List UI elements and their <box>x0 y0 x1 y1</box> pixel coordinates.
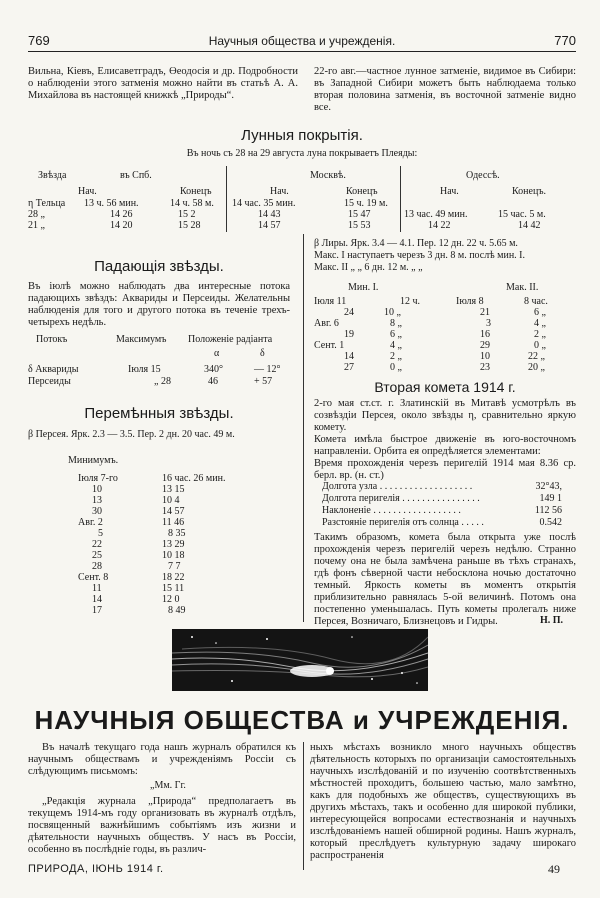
author-signature: Н. П. <box>540 615 564 626</box>
lunar-occultations-subtitle: Въ ночь съ 28 на 29 августа луна покрываетъ Плеяды: <box>186 148 418 159</box>
spb-end-header: Конецъ <box>180 186 212 197</box>
list-item: 7 7 <box>168 561 181 572</box>
table-cell: 15 47 <box>348 209 371 220</box>
list-item: 0 „ <box>534 340 546 351</box>
table-cell: 15 53 <box>348 220 371 231</box>
table-cell: Іюля 15 <box>128 364 161 375</box>
list-item: 12 0 <box>162 594 180 605</box>
list-item: 32°43, <box>535 481 562 492</box>
table-cell: „ 28 <box>154 376 171 387</box>
table-row: Персеиды <box>28 376 71 387</box>
list-item: 18 22 <box>162 572 185 583</box>
odessa-start-header: Нач. <box>440 186 459 197</box>
list-item: 10 <box>480 351 490 362</box>
list-item: Авг. 2 <box>78 517 103 528</box>
list-item: 2 „ <box>390 351 402 362</box>
table-row: 28 „ <box>28 209 45 220</box>
list-item: Сент. 8 <box>78 572 109 583</box>
table-cell: 15 2 <box>178 209 196 220</box>
list-item: 6 „ <box>390 329 402 340</box>
list-item: Разстояніе перигелія отъ солнца . . . . . <box>322 517 484 528</box>
list-item: 27 <box>344 362 354 373</box>
list-item: 10 4 <box>162 495 180 506</box>
list-item: 14 57 <box>162 506 185 517</box>
salutation: „Мм. Гг. <box>150 780 186 791</box>
page-number-right: 770 <box>554 33 576 48</box>
list-item: 4 „ <box>534 318 546 329</box>
intro-left-paragraph: Вильна, Кіевъ, Елисаветградъ, Өеодосія и др. Подробности о наблюденіи этого затменія можно найти въ статьѣ А. А. Михайлова въ настоящей книжкѣ „Природы“. <box>28 66 298 101</box>
list-item: 11 46 <box>162 517 185 528</box>
table-cell: 14 57 <box>258 220 281 231</box>
min-header: Мин. I. <box>348 282 379 293</box>
list-item: 4 „ <box>390 340 402 351</box>
col-header: Потокъ <box>36 334 68 345</box>
list-item: 30 <box>92 506 102 517</box>
table-cell: 13 час. 49 мин. <box>404 209 468 220</box>
comet-title: Вторая комета 1914 г. <box>374 379 516 395</box>
table-cell: 14 час. 35 мин. <box>232 198 296 209</box>
table-cell: 340° <box>204 364 223 375</box>
list-item: Долгота перигелія . . . . . . . . . . . . . . . . <box>322 493 480 504</box>
falling-stars-text: Въ іюлѣ можно наблюдать два интересные потока падающихъ звѣздъ: Аквариды и Персеиды. Желательны наблюденія для того и другого потока въ теченіе трехъ-четырехъ недѣль. <box>28 281 290 328</box>
table-cell: 14 20 <box>110 220 133 231</box>
section-left-paragraph-2: „Редакція журнала „Природа“ предполагаетъ въ текущемъ 1914-мъ году организовать въ журналѣ отдѣлъ, посвященный важнѣйшимъ событіямъ изъ жизни и дѣятельности научныхъ обществъ. У насъ въ Россіи, особенно въ послѣдніе годы, въ различ- <box>28 796 296 855</box>
lyrae-line-1: β Лиры. Ярк. 3.4 — 4.1. Пер. 12 дн. 22 ч. 5.65 м. <box>314 238 518 249</box>
running-header <box>28 31 576 52</box>
table-row: 21 „ <box>28 220 45 231</box>
col-star-header: Звѣзда <box>38 170 67 181</box>
table-cell: + 57 <box>254 376 273 387</box>
list-item: Іюля 11 <box>314 296 347 307</box>
intro-right-paragraph: 22-го авг.—частное лунное затменіе, видимое въ Сибири: въ Западной Сибири можетъ быть наблюдаема только вторая половина затменія, въ восточной затменіе видно все. <box>314 66 576 113</box>
page-number-left: 769 <box>28 33 50 48</box>
list-item: 21 <box>480 307 490 318</box>
variable-stars-title: Перемѣнныя звѣзды. <box>84 405 234 422</box>
moscow-start-header: Нач. <box>270 186 289 197</box>
list-item: 16 <box>480 329 490 340</box>
list-item: 8 35 <box>168 528 186 539</box>
list-item: 8 „ <box>390 318 402 329</box>
max-header: Мак. II. <box>506 282 539 293</box>
list-item: 12 ч. <box>400 296 421 307</box>
section-left-paragraph-1: Въ началѣ текущаго года нашъ журналъ обратился къ научнымъ обществамъ и учрежденіямъ Россіи съ слѣдующимъ письмомъ: <box>28 742 296 777</box>
list-item: 19 <box>344 329 354 340</box>
footer-page-number: 49 <box>548 862 560 876</box>
footer-journal: ПРИРОДА, ІЮНЬ 1914 г. <box>28 863 164 875</box>
list-item: 14 <box>92 594 102 605</box>
table-row: δ Аквариды <box>28 364 79 375</box>
table-cell: 14 ч. 58 м. <box>170 198 214 209</box>
lunar-occultations-title: Лунныя покрытія. <box>241 127 363 144</box>
table-row: η Тельца <box>28 198 66 209</box>
lyrae-line-2: Макс. I наступаетъ черезъ 3 дн. 8 м. послѣ мин. I. <box>314 250 526 261</box>
list-item: 17 <box>92 605 102 616</box>
list-item: Долгота узла . . . . . . . . . . . . . . . . . . . <box>322 481 473 492</box>
comet-paragraph-1: 2-го мая ст.ст. г. Златинскій въ Митавѣ усмотрѣлъ въ созвѣздіи Персея, около звѣзды η, сравнительно яркую комету. <box>314 398 576 433</box>
lyrae-table <box>314 296 576 380</box>
table-cell: 46 <box>208 376 218 387</box>
list-item: 112 56 <box>534 505 562 516</box>
col-spb-header: въ Спб. <box>120 170 152 181</box>
table-cell: 14 26 <box>110 209 133 220</box>
list-item: 28 <box>92 561 102 572</box>
list-item: 20 „ <box>528 362 545 373</box>
col-header: Положеніе радіанта <box>188 334 273 345</box>
spb-start-header: Нач. <box>78 186 97 197</box>
table-cell: 13 ч. 56 мин. <box>84 198 139 209</box>
comet-paragraph-3: Время прохожденія черезъ перигелій 1914 мая 8.36 ср. берл. вр. (н. ст.) <box>314 458 576 481</box>
col-subheader: α <box>214 348 220 359</box>
list-item: 15 11 <box>162 583 185 594</box>
odessa-end-header: Конецъ. <box>512 186 546 197</box>
list-item: 25 <box>92 550 102 561</box>
list-item: 3 <box>486 318 491 329</box>
list-item: 13 15 <box>162 484 185 495</box>
list-item: 10 „ <box>384 307 401 318</box>
list-item: Наклоненіе . . . . . . . . . . . . . . . . . . <box>322 505 461 516</box>
list-item: 8 час. <box>524 296 548 307</box>
list-item: 0 „ <box>390 362 402 373</box>
col-header: Максимумъ <box>116 334 167 345</box>
list-item: 5 <box>98 528 103 539</box>
list-item: 2 „ <box>534 329 546 340</box>
list-item: 23 <box>480 362 490 373</box>
algol-line: β Персея. Ярк. 2.3 — 3.5. Пер. 2 дн. 20 час. 49 м. <box>28 429 235 440</box>
table-cell: 14 22 <box>428 220 451 231</box>
list-item: 8 49 <box>168 605 186 616</box>
comet-illustration <box>172 629 428 691</box>
col-odessa-header: Одессѣ. <box>466 170 500 181</box>
minima-label: Минимумъ. <box>68 455 119 466</box>
running-title: Научныя общества и учрежденія. <box>208 34 396 48</box>
table-cell: 15 28 <box>178 220 201 231</box>
table-cell: 15 ч. 19 м. <box>344 198 388 209</box>
col-subheader: δ <box>260 348 265 359</box>
list-item: 6 „ <box>534 307 546 318</box>
lunar-occultations-table <box>28 166 576 232</box>
list-item: 10 18 <box>162 550 185 561</box>
col-moscow-header: Москвѣ. <box>310 170 346 181</box>
list-item: Сент. 1 <box>314 340 345 351</box>
comet-paragraph-2: Комета имѣла быстрое движеніе въ юго-восточномъ направленіи. Орбита ея опредѣляется элементами: <box>314 434 576 457</box>
orbital-elements <box>322 481 562 529</box>
comet-paragraph-4: Такимъ образомъ, комета была открыта уже послѣ прохожденія черезъ перигелій черезъ недѣлю. Странно почему она не была замѣчена раньше въ тѣхъ странахъ, гдѣ фонъ сѣверной части небосклона ночью достаточно темный. Яркость кометы въ моментъ открытія приблизительно равнялась 5-ой величинѣ. Потомъ она постепенно уменьшалась. Путь кометы пролегалъ ниже Персея, Возничаго, Близнецовъ и Гидры. <box>314 532 576 627</box>
lyrae-line-3: Макс. II „ „ 6 дн. 12 м. „ „ <box>314 262 423 273</box>
list-item: 16 час. 26 мин. <box>162 473 226 484</box>
table-cell: 14 43 <box>258 209 281 220</box>
list-item: 13 29 <box>162 539 185 550</box>
list-item: 149 1 <box>539 493 562 504</box>
list-item: Авг. 6 <box>314 318 339 329</box>
list-item: 10 <box>92 484 102 495</box>
list-item: Іюля 8 <box>456 296 484 307</box>
list-item: 14 <box>344 351 354 362</box>
list-item: 13 <box>92 495 102 506</box>
list-item: Іюля 7-го <box>78 473 118 484</box>
list-item: 24 <box>344 307 354 318</box>
list-item: 22 „ <box>528 351 545 362</box>
table-cell: 14 42 <box>518 220 541 231</box>
list-item: 22 <box>92 539 102 550</box>
falling-stars-title: Падающія звѣзды. <box>94 258 224 275</box>
table-cell: — 12° <box>254 364 281 375</box>
list-item: 29 <box>480 340 490 351</box>
section-title: НАУЧНЫЯ ОБЩЕСТВА и УЧРЕЖДЕНІЯ. <box>34 705 570 735</box>
list-item: 0.542 <box>539 517 562 528</box>
table-cell: 15 час. 5 м. <box>498 209 546 220</box>
moscow-end-header: Конецъ <box>346 186 378 197</box>
list-item: 11 <box>92 583 102 594</box>
section-right-paragraph: ныхъ мѣстахъ возникло много научныхъ обществъ дѣятельность которыхъ по организаціи самостоятельныхъ научныхъ изслѣдованій и по изученію соотвѣтственныхъ мѣстностей проходитъ, большею частью, мало замѣтно, какъ для подобныхъ же обществъ, существующихъ въ другихъ мѣстахъ, такъ и особенно для широкой публики, интересующейся вопросами естествознанія и научныхъ изслѣдованіемъ нашей обширной родины. Нашъ журналъ, который преслѣдуетъ культурную задачу широкаго распространенія <box>310 742 576 861</box>
meteor-showers-table <box>28 334 290 390</box>
